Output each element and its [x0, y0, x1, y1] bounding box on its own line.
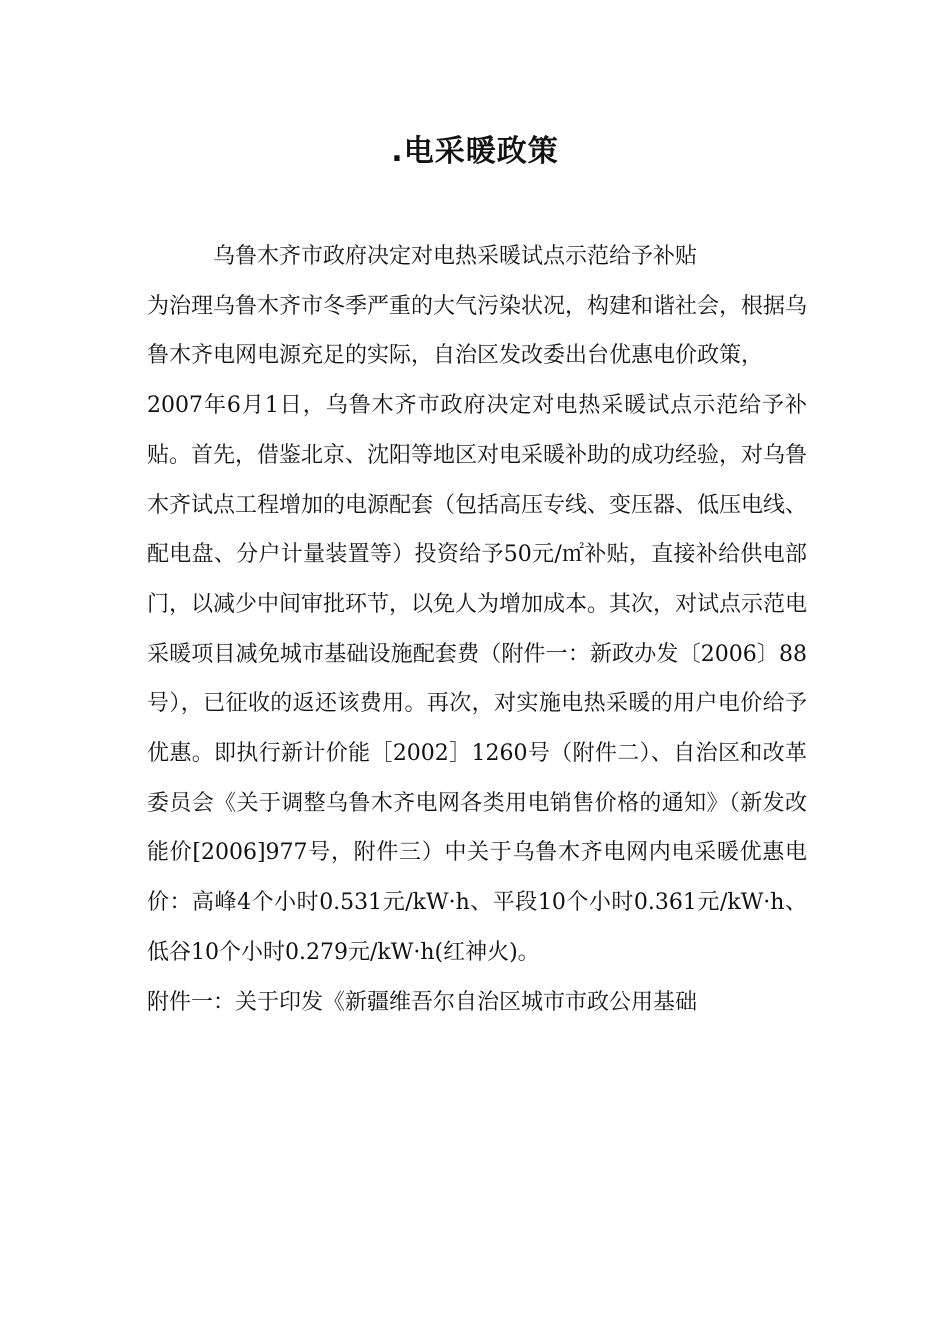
- document-title: .电采暖政策: [391, 134, 559, 169]
- paragraph-intro: 为治理乌鲁木齐市冬季严重的大气污染状况，构建和谐社会，根据乌鲁木齐电网电源充足的实际，自治区发改委出台优惠电价政策，: [147, 293, 808, 369]
- document-subtitle: 乌鲁木齐市政府决定对电热采暖试点示范给予补贴: [213, 244, 698, 269]
- document-body: [147, 232, 807, 1027]
- paragraph-attachment: 附件一：关于印发《新疆维吾尔自治区城市市政公用基础: [147, 989, 698, 1015]
- paragraph-policy: 2007年6月1日，乌鲁木齐市政府决定对电热采暖试点示范给予补贴。首先，借鉴北京、沈阳等地区对电采暖补助的成功经验，对乌鲁木齐试点工程增加的电源配套（包括高压专线、变压器、低压电线、配电盘、分户计量装置等）投资给予50元/㎡补贴，直接补给供电部门，以减少中间审批环节，以免人为增加成本。其次，对试点示范电采暖项目减免城市基础设施配套费（附件一：新政办发〔2006〕88号），已征收的返还该费用。再次，对实施电热采暖的用户电价给予优惠。即执行新计价能［2002］1260号（附件二）、自治区和改革委员会《关于调整乌鲁木齐电网各类用电销售价格的通知》（新发改能价[2006]977号，附件三）中关于乌鲁木齐电网内电采暖优惠电价：高峰4个小时0.531元/kW·h、平段10个小时0.361元/kW·h、低谷10个小时0.279元/kW·h(红神火)。: [147, 393, 808, 965]
